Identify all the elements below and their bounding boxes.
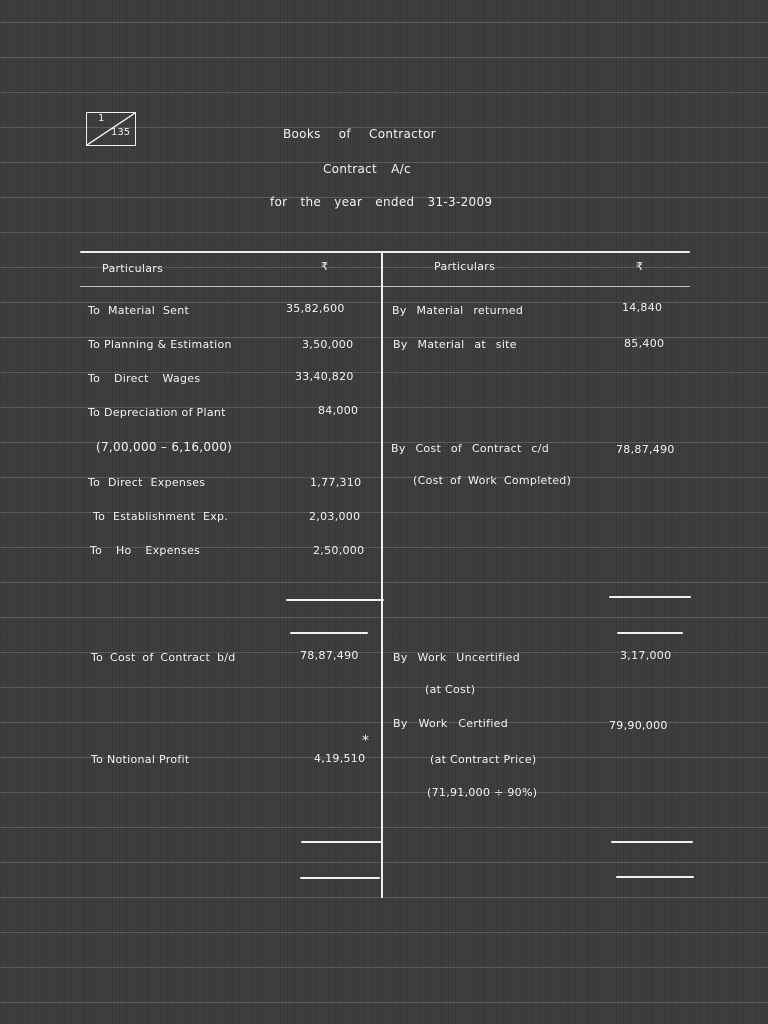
page-reference-box (86, 112, 136, 146)
credit-work-uncertified-label: By Work Uncertified (393, 651, 521, 664)
table-header-rule (80, 286, 690, 287)
debit-total-rule-bottom (290, 632, 368, 634)
credit-work-certified-amount: 79,90,000 (609, 719, 668, 732)
debit-planning-amount: 3,50,000 (302, 338, 354, 351)
credit-material-at-site-amount: 85,400 (624, 337, 665, 350)
debit-depreciation-note: (7,00,000 – 6,16,000) (96, 440, 233, 454)
right-amount-heading: ₹ (636, 260, 644, 273)
debit-direct-expenses-amount: 1,77,310 (310, 476, 362, 489)
debit-notional-profit-amount: 4,19,510 (314, 752, 366, 765)
debit-direct-expenses-label: To Direct Expenses (88, 476, 206, 489)
heading-books-of-contractor: Books of Contractor (283, 127, 436, 141)
heading-contract-account: Contract A/c (323, 162, 411, 176)
page-reference-top: 1 (98, 113, 105, 124)
debit-direct-wages-amount: 33,40,820 (295, 370, 354, 383)
credit-material-at-site-label: By Material at site (393, 338, 517, 351)
debit-ho-expenses-label: To Ho Expenses (90, 544, 201, 557)
credit-grand-total-rule-top (611, 841, 693, 843)
debit-ho-expenses-amount: 2,50,000 (313, 544, 365, 557)
table-center-divider (381, 252, 383, 898)
debit-material-sent-amount: 35,82,600 (286, 302, 345, 315)
credit-material-returned-amount: 14,840 (622, 301, 663, 314)
left-particulars-heading: Particulars (102, 262, 164, 275)
credit-work-certified-note: (at Contract Price) (430, 753, 537, 766)
right-particulars-heading: Particulars (434, 260, 496, 273)
debit-depreciation-amount: 84,000 (318, 404, 359, 417)
debit-depreciation-label: To Depreciation of Plant (88, 406, 226, 419)
credit-work-uncertified-amount: 3,17,000 (620, 649, 672, 662)
credit-cost-of-contract-amount: 78,87,490 (616, 443, 675, 456)
debit-establishment-label: To Establishment Exp. (93, 510, 229, 523)
debit-direct-wages-label: To Direct Wages (88, 372, 201, 385)
debit-grand-total-rule-bottom (300, 877, 380, 879)
debit-material-sent-label: To Material Sent (88, 304, 190, 317)
left-amount-heading: ₹ (321, 260, 329, 273)
credit-work-certified-calc: (71,91,000 ÷ 90%) (427, 786, 538, 799)
debit-grand-total-rule-top (301, 841, 383, 843)
credit-cost-of-contract-label: By Cost of Contract c/d (391, 442, 550, 455)
credit-work-uncertified-note: (at Cost) (425, 683, 476, 696)
debit-notional-profit-label: To Notional Profit (91, 753, 190, 766)
credit-material-returned-label: By Material returned (392, 304, 524, 317)
debit-cost-of-contract-amount: 78,87,490 (300, 649, 359, 662)
credit-grand-total-rule-bottom (616, 876, 694, 878)
credit-cost-of-contract-note: (Cost of Work Completed) (413, 474, 572, 487)
credit-work-certified-label: By Work Certified (393, 717, 509, 730)
debit-planning-label: To Planning & Estimation (88, 338, 232, 351)
debit-notional-profit-mark: * (362, 733, 370, 749)
credit-total-rule-bottom (617, 632, 683, 634)
heading-period: for the year ended 31-3-2009 (270, 195, 493, 209)
table-top-rule (80, 251, 690, 253)
page-reference-bottom: 135 (111, 127, 131, 138)
debit-cost-of-contract-label: To Cost of Contract b/d (91, 651, 236, 664)
debit-establishment-amount: 2,03,000 (309, 510, 361, 523)
debit-total-rule-top (286, 599, 384, 601)
credit-total-rule-top (609, 596, 691, 598)
